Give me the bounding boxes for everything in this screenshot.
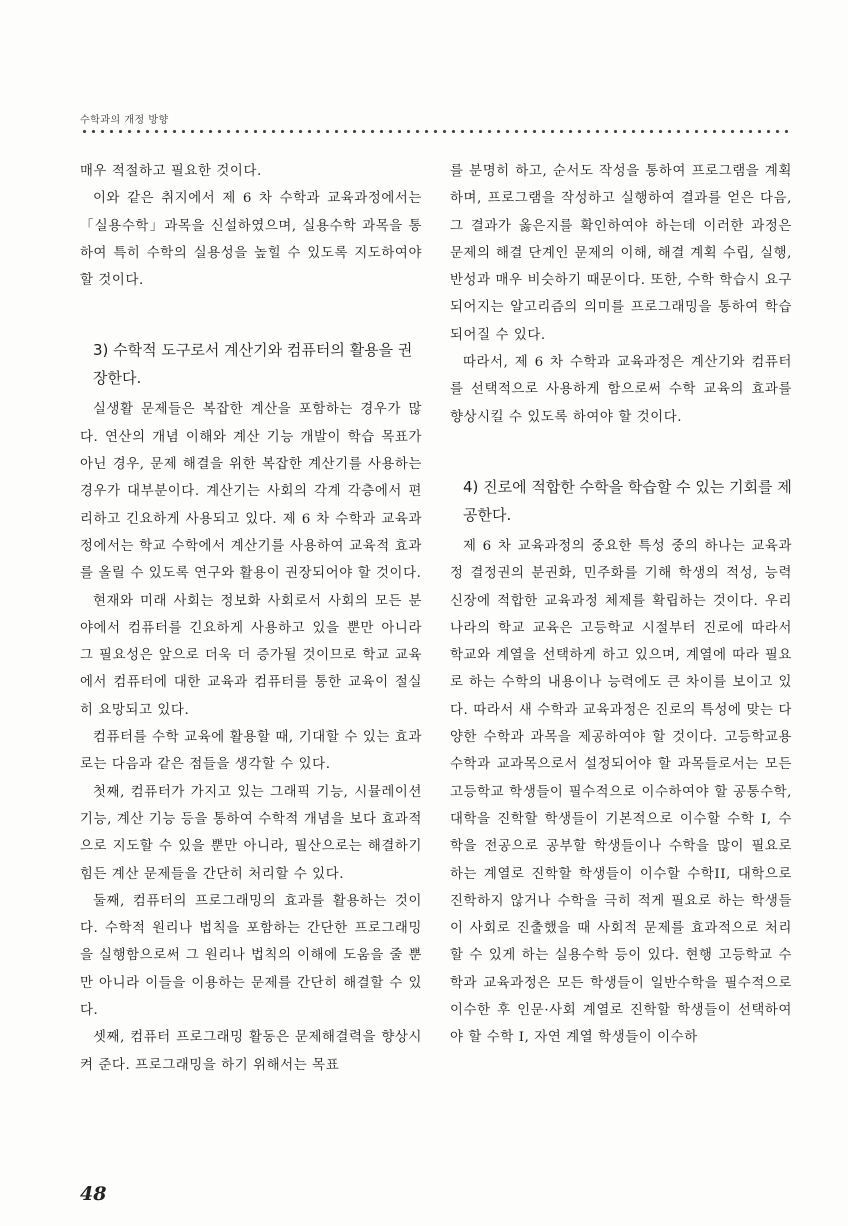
section-heading-4: 4) 진로에 적합한 수학을 학습할 수 있는 기회를 제공한다. bbox=[463, 477, 792, 524]
right-column bbox=[450, 158, 792, 1052]
paragraph: 실생활 문제들은 복잡한 계산을 포함하는 경우가 많다. 연산의 개념 이해와 계산 기능 개발이 학습 목표가 아닌 경우, 문제 해결을 위한 복잡한 계산기를 사용하는 경우가 대부분이다. 계산기는 사회의 각계 각층에서 편리하고 긴요하게 사용되고 있다. 제 6 차 수학과 교육과정에서는 학교 수학에서 계산기를 사용하여 교육적 효과를 올릴 수 있도록 연구와 활용이 권장되어야 할 것이다. bbox=[80, 402, 422, 582]
paragraph: 를 분명히 하고, 순서도 작성을 통하여 프로그램을 계획하며, 프로그램을 작성하고 실행하여 결과를 얻은 다음, 그 결과가 옳은지를 확인하여야 하는데 이러한 과정은 문제의 해결 단계인 문제의 이해, 해결 계획 수립, 실행, 반성과 매우 비슷하기 때문이다. 또한, 수학 학습시 요구되어지는 알고리즘의 의미를 프로그래밍을 통하여 학습되어질 수 있다. bbox=[450, 164, 792, 343]
spacer bbox=[80, 294, 422, 336]
paragraph: 따라서, 제 6 차 수학과 교육과정은 계산기와 컴퓨터를 선택적으로 사용하게 함으로써 수학 교육의 효과를 향상시킬 수 있도록 하여야 할 것이다. bbox=[450, 355, 792, 425]
left-column bbox=[80, 158, 422, 1079]
spacer bbox=[450, 431, 792, 473]
paragraph: 이와 같은 취지에서 제 6 차 수학과 교육과정에서는 「실용수학」과목을 신설하였으며, 실용수학 과목을 통하여 특히 수학의 실용성을 높힐 수 있도록 지도하여야 할 것이다. bbox=[80, 191, 422, 289]
paragraph: 매우 적절하고 필요한 것이다. bbox=[80, 164, 262, 179]
paragraph: 둘째, 컴퓨터의 프로그래밍의 효과를 활용하는 것이다. 수학적 원리나 법칙을 포함하는 간단한 프로그래밍을 실행함으로써 그 원리나 법칙의 이해에 도움을 줄 뿐만 아니라 이들을 이용하는 문제를 간단히 해결할 수 있다. bbox=[80, 893, 422, 1019]
dotted-rule bbox=[80, 128, 788, 135]
paragraph: 컴퓨터를 수학 교육에 활용할 때, 기대할 수 있는 효과로는 다음과 같은 점들을 생각할 수 있다. bbox=[80, 730, 422, 773]
paragraph: 제 6 차 교육과정의 중요한 특성 중의 하나는 교육과정 결정권의 분권화, 민주화를 기해 학생의 적성, 능력 신장에 적합한 교육과정 체제를 확립하는 것이다. 우리 나라의 학교 교육은 고등학교 시절부터 진로에 따라서 학교와 계열을 선택하게 하고 있으며, 계열에 따라 필요로 하는 수학의 내용이나 능력에도 큰 차이를 보이고 있다. 따라서 새 수학과 교육과정은 진로의 특성에 맞는 다양한 수학과 과목을 제공하여야 할 것이다. 고등학교용 수학과 교과목으로서 설정되어야 할 과목들로서는 모든 고등학교 학생들이 필수적으로 이수하여야 할 공통수학, 대학을 진학할 학생들이 기본적으로 이수할 수학 I, 수학을 전공으로 공부할 학생들이나 수학을 많이 필요로 하는 계열로 진학할 학생들이 이수할 수학II, 대학으로 진학하지 않거나 수학을 극히 적게 필요로 하는 학생들이 사회로 진출했을 때 사회적 문제를 효과적으로 처리할 수 있게 하는 실용수학 등이 있다. 현행 고등학교 수학과 교육과정은 모든 학생들이 일반수학을 필수적으로 이수한 후 인문·사회 계열로 진학할 학생들이 선택하여야 할 수학 I, 자연 계열 학생들이 이수하 bbox=[450, 538, 792, 1046]
section-heading-3: 3) 수학적 도구로서 계산기와 컴퓨터의 활용을 권장한다. bbox=[93, 341, 413, 388]
running-title: 수학과의 개정 방향 bbox=[80, 115, 169, 126]
paragraph: 현재와 미래 사회는 정보화 사회로서 사회의 모든 분야에서 컴퓨터를 긴요하게 사용하고 있을 뿐만 아니라 그 필요성은 앞으로 더욱 더 증가될 것이므로 학교 교육에서 컴퓨터에 대한 교육과 컴퓨터를 통한 교육이 절실히 요망되고 있다. bbox=[80, 593, 422, 718]
paragraph: 첫째, 컴퓨터가 가지고 있는 그래픽 기능, 시뮬레이션 기능, 계산 기능 등을 통하여 수학적 개념을 보다 효과적으로 지도할 수 있을 뿐만 아니라, 필산으로는 해결하기 힘든 계산 문제들을 간단히 처리할 수 있다. bbox=[80, 784, 422, 882]
page-number: 48 bbox=[80, 1183, 107, 1205]
paragraph: 셋째, 컴퓨터 프로그래밍 활동은 문제해결력을 향상시켜 준다. 프로그래밍을 하기 위해서는 목표 bbox=[80, 1030, 422, 1073]
